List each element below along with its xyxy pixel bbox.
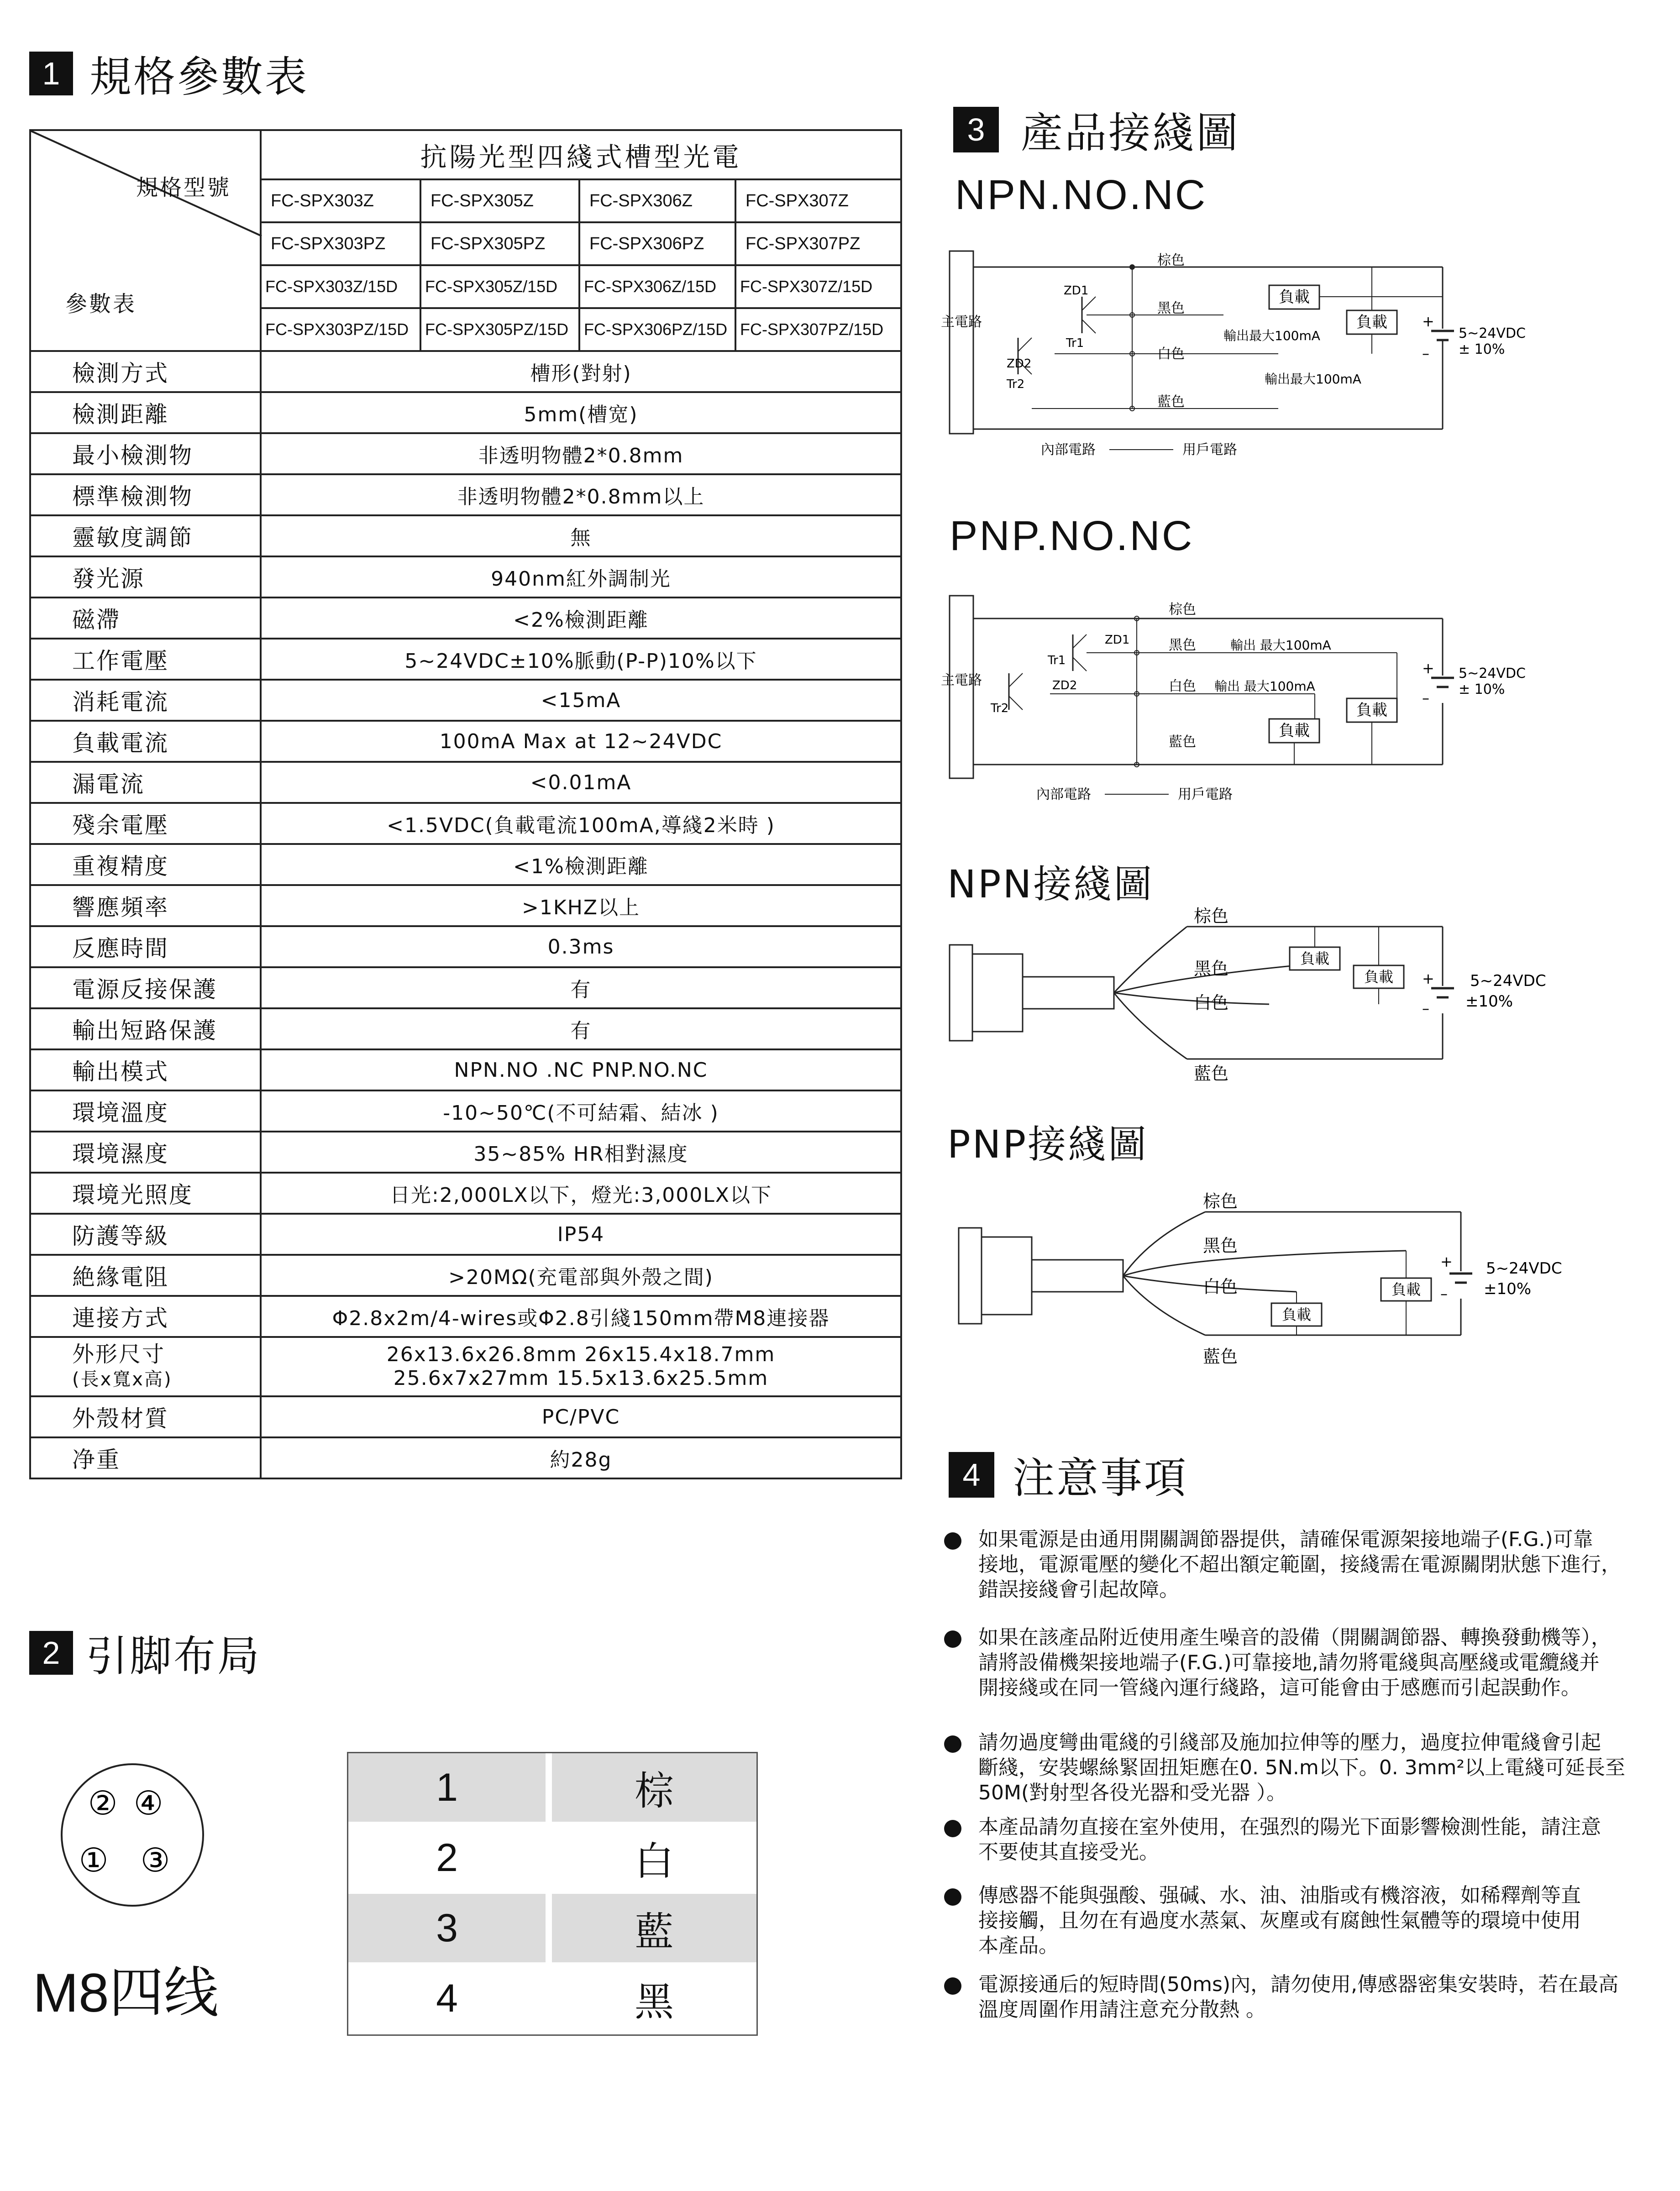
connector-name: M8四线 [33,1962,219,2023]
param-value: 有 [261,1008,901,1049]
model-cell: FC-SPX307Z/15D [735,265,901,308]
note-line: 接接觸，且勿在有過度水蒸氣、灰塵或有腐蝕性氣體等的環境中使用 [978,1909,1581,1932]
param-name: 響應頻率 [30,885,261,926]
load-label: 負載 [1281,1306,1312,1323]
param-name: 輸出短路保護 [30,1008,261,1049]
supply-tolerance: ±10% [1484,1280,1532,1298]
spec-row [30,680,901,721]
param-value: 940nm紅外調制光 [261,556,901,598]
pin-table [347,1752,758,2036]
output-max: 輸出最大100mA [1265,372,1361,387]
wire-brown: 棕色 [1194,906,1229,926]
corner-diagonal [31,131,262,356]
param-name: 環境濕度 [30,1132,261,1173]
zd1-label: ZD1 [1064,284,1089,298]
wire-blue: 藍色 [1157,394,1185,410]
spec-row [30,1255,901,1296]
model-cell: FC-SPX307PZ [735,222,901,265]
pnp-nonc-title: PNP.NO.NC [950,513,1194,559]
note-line: 電源接通后的短時間(50ms)內，請勿使用,傳感器密集安裝時，若在最高 [978,1973,1619,1996]
note-item [944,1527,1621,1602]
pin-color: 白 [552,1824,756,1894]
note-line: 請將設備機架接地端子(F.G.)可靠接地,請勿將電綫與高壓綫或電纜綫并 [978,1651,1600,1674]
output-max: 輸出 最大100mA [1214,679,1315,694]
param-name: 檢測距離 [30,392,261,433]
spec-row [30,967,901,1008]
param-value: 槽形(對射) [261,351,901,392]
plus-sign: + [1422,660,1434,677]
spec-row [30,926,901,967]
note-line: 請勿過度彎曲電綫的引綫部及施加拉伸等的壓力，過度拉伸電綫會引起 [978,1731,1601,1754]
note-item [944,1814,1601,1865]
bullet-icon [944,1820,961,1837]
load-label: 負載 [1364,968,1394,985]
spec-row [30,474,901,515]
note-line: 開接綫或在同一管綫內運行綫路，這可能會由于感應而引起誤動作。 [978,1676,1581,1699]
sensor-body [972,954,1023,1032]
param-value: 日光:2,000LX以下，燈光:3,000LX以下 [261,1173,901,1214]
user-circuit: 用戶電路 [1182,442,1237,458]
user-circuit: 用戶電路 [1178,786,1233,802]
section4-heading: 注意事項 [1013,1454,1188,1503]
model-cell: FC-SPX303Z/15D [261,265,420,308]
connector-outline [62,1764,203,1906]
model-cell: FC-SPX307Z [735,179,901,222]
spec-row [30,844,901,885]
zd2-label: ZD2 [1007,357,1032,371]
param-value: -10~50℃(不可結霜、結冰 ) [261,1090,901,1132]
bullet-icon [944,1630,961,1648]
param-name: 漏電流 [30,762,261,803]
note-line: 如果在該產品附近使用產生噪音的設備（開關調節器、轉換發動機等）， [978,1626,1611,1649]
wire-black: 黑色 [1203,1236,1238,1256]
param-name: 外殼材質 [30,1396,261,1437]
param-value: 非透明物體2*0.8mm [261,433,901,474]
main-circuit-text: 主電路 [941,314,982,330]
load-label: 負載 [1356,701,1387,719]
main-circuit-label [941,672,982,688]
param-name-dimensions [30,1337,261,1396]
spec-row [30,1173,901,1214]
model-cell: FC-SPX306PZ [579,222,735,265]
pin-number: 2 [348,1824,552,1894]
wire-brown: 棕色 [1203,1191,1238,1211]
section1-title [29,43,309,104]
spec-row [30,721,901,762]
param-name: 反應時間 [30,926,261,967]
pin-label: ③ [140,1841,170,1879]
note-line: 50M(對射型各役光器和受光器 ）。 [978,1781,1287,1804]
cable-gland [1023,977,1114,1009]
load-label: 負載 [1279,722,1310,740]
param-value: <1.5VDC(負載電流100mA,導綫2米時 ) [261,803,901,844]
plus-sign: + [1422,313,1434,330]
model-cell: FC-SPX305PZ/15D [420,308,579,351]
pnp-nonc-schematic [941,593,1680,803]
param-name: 重複精度 [30,844,261,885]
param-value: NPN.NO .NC PNP.NO.NC [261,1049,901,1090]
param-name: 環境光照度 [30,1173,261,1214]
wire-brown: 棕色 [1169,602,1196,618]
param-name: 最小檢測物 [30,433,261,474]
note-item [944,1625,1611,1700]
note-line: 傳感器不能與强酸、强碱、水、油、油脂或有機溶液，如稀釋劑等直 [978,1884,1581,1907]
output-max: 輸出 最大100mA [1230,638,1331,653]
wire-white: 白色 [1169,678,1196,694]
pin-number: 4 [348,1964,552,2034]
internal-circuit: 內部電路 [1036,786,1091,802]
spec-row [30,556,901,598]
load-label: 負載 [1391,1281,1421,1298]
param-name: 電源反接保護 [30,967,261,1008]
spec-row [30,392,901,433]
param-value: <1%檢測距離 [261,844,901,885]
param-name: 輸出模式 [30,1049,261,1090]
npn-nonc-title: NPN.NO.NC [955,172,1208,218]
spec-row [30,1049,901,1090]
pin-color: 黑 [552,1964,756,2034]
model-cell: FC-SPX306Z [579,179,735,222]
param-value: PC/PVC [261,1396,901,1437]
pnp-wiring-diagram [950,1187,1634,1388]
model-cell: FC-SPX303PZ/15D [261,308,420,351]
param-name: 發光源 [30,556,261,598]
supply-tolerance: ± 10% [1459,681,1505,697]
param-value: <0.01mA [261,762,901,803]
pin-number: 3 [348,1894,552,1964]
wire-blue: 藍色 [1194,1064,1229,1084]
plus-sign: + [1440,1253,1453,1270]
spec-row [30,1132,901,1173]
param-value: <2%檢測距離 [261,598,901,639]
param-value-dimensions [261,1337,901,1396]
note-item [944,1883,1581,1958]
spec-row [30,1296,901,1337]
section3-title [953,100,1240,160]
bullet-icon [944,1888,961,1906]
note-line: 本產品請勿直接在室外使用，在强烈的陽光下面影響檢測性能，請注意 [978,1815,1601,1839]
section2-heading: 引脚布局 [86,1632,262,1681]
pin-label: ① [79,1841,109,1879]
plus-sign: + [1422,970,1434,987]
note-line: 如果電源是由通用開關調節器提供，請確保電源架接地端子(F.G.)可靠 [978,1528,1593,1551]
supply-voltage: 5~24VDC [1459,325,1526,341]
note-line: 本產品。 [978,1934,1059,1957]
section2-title [29,1623,261,1683]
tr2-label: Tr2 [1007,377,1025,391]
supply-voltage: 5~24VDC [1470,972,1546,990]
bullet-icon [944,1735,961,1753]
zd2-label: ZD2 [1052,679,1077,692]
minus-sign: – [1422,689,1429,707]
wire-white: 白色 [1157,346,1185,362]
model-cell: FC-SPX307PZ/15D [735,308,901,351]
param-value: 有 [261,967,901,1008]
note-line: 接地，電源電壓的變化不超出額定範圍，接綫需在電源關閉狀態下進行， [978,1553,1621,1576]
param-value: 0.3ms [261,926,901,967]
note-line: 斷綫，安裝螺絲緊固扭矩應在0. 5N.m以下。0. 3mm²以上電綫可延長至 [978,1756,1626,1779]
tr1-label: Tr1 [1066,336,1084,350]
spec-row [30,598,901,639]
main-circuit-text: 主電路 [941,672,982,688]
wire-black: 黑色 [1169,637,1196,653]
supply-voltage: 5~24VDC [1459,666,1526,681]
section1-heading: 規格參數表 [89,52,309,101]
npn-wiring-diagram [950,908,1634,1100]
dim-line2: 25.6x7x27mm 15.5x13.6x25.5mm [393,1367,769,1390]
param-name: 殘余電壓 [30,803,261,844]
pnp-wiring-title: PNP接綫圖 [947,1122,1149,1167]
label-model: 規格型號 [136,175,231,200]
param-name: 防護等級 [30,1214,261,1255]
npn-nonc-schematic [941,246,1680,475]
wire-blue: 藍色 [1169,734,1196,750]
spec-row [30,351,901,392]
section4-title [949,1445,1188,1505]
spec-header-title: 抗陽光型四綫式槽型光電 [261,130,901,179]
bullet-icon [944,1532,961,1550]
param-value: 35~85% HR相對濕度 [261,1132,901,1173]
param-name: 磁滯 [30,598,261,639]
wire-black: 黑色 [1194,959,1229,979]
m8-connector-face [41,1753,269,1935]
note-item [944,1972,1618,2022]
spec-row [30,762,901,803]
spec-corner-cell [30,130,261,351]
section3-heading: 產品接綫圖 [1021,109,1240,157]
note-line: 錯誤接綫會引起故障。 [978,1578,1179,1601]
spec-row [30,433,901,474]
param-value: Φ2.8x2m/4-wires或Φ2.8引綫150mm帶M8連接器 [261,1296,901,1337]
note-item [944,1730,1625,1805]
zd1-label: ZD1 [1105,633,1130,647]
param-value: IP54 [261,1214,901,1255]
spec-row [30,639,901,680]
note-line: 不要使其直接受光。 [978,1840,1159,1864]
section4-number: 4 [949,1452,994,1498]
model-cell: FC-SPX305PZ [420,222,579,265]
param-name: 净重 [30,1437,261,1478]
param-name: 檢測方式 [30,351,261,392]
sensor-body [959,1228,982,1324]
wire-brown: 棕色 [1157,252,1185,268]
pin-color: 棕 [552,1753,756,1824]
spec-row [30,1090,901,1132]
param-value: 無 [261,515,901,556]
supply-voltage: 5~24VDC [1486,1259,1562,1278]
load-label: 負載 [1356,313,1387,331]
npn-wiring-title: NPN接綫圖 [947,862,1154,907]
load-label: 負載 [1300,950,1330,967]
pin-label: ④ [133,1784,163,1822]
param-value: >1KHZ以上 [261,885,901,926]
spec-row [30,885,901,926]
cable-gland [1032,1260,1123,1292]
output-max: 輸出最大100mA [1223,328,1320,343]
param-name: 靈敏度調節 [30,515,261,556]
pin-color: 藍 [552,1894,756,1964]
section2-number: 2 [29,1631,73,1675]
model-cell: FC-SPX303PZ [261,222,420,265]
tr1-label: Tr1 [1048,654,1066,667]
param-name: 工作電壓 [30,639,261,680]
sensor-body [950,945,972,1041]
param-value: <15mA [261,680,901,721]
param-name: 消耗電流 [30,680,261,721]
param-value: 約28g [261,1437,901,1478]
param-value: >20MΩ(充電部與外殼之間) [261,1255,901,1296]
model-cell: FC-SPX306Z/15D [579,265,735,308]
supply-tolerance: ±10% [1465,992,1513,1011]
sensor-body [982,1237,1032,1315]
supply-tolerance: ± 10% [1459,341,1505,357]
model-cell: FC-SPX305Z/15D [420,265,579,308]
tr2-label: Tr2 [991,702,1009,715]
spec-row [30,515,901,556]
dim-line1: 26x13.6x26.8mm 26x15.4x18.7mm [386,1343,776,1366]
model-cell: FC-SPX303Z [261,179,420,222]
label-param: 參數表 [65,291,137,317]
wire-white: 白色 [1194,993,1229,1013]
param-value: 100mA Max at 12~24VDC [261,721,901,762]
spec-row [30,803,901,844]
section1-number: 1 [29,52,73,95]
param-name: 連接方式 [30,1296,261,1337]
spec-row [30,1008,901,1049]
dim-sub: (長x寬x高) [72,1368,173,1390]
load-label: 負載 [1279,288,1310,306]
wire-black: 黑色 [1157,300,1185,316]
minus-sign: – [1422,1000,1429,1017]
param-name: 負載電流 [30,721,261,762]
param-value: 非透明物體2*0.8mm以上 [261,474,901,515]
main-circuit-label [941,314,982,330]
main-circuit-box [950,251,973,434]
note-line: 溫度周圍作用請注意充分散熱 。 [978,1998,1266,2021]
internal-circuit: 內部電路 [1041,442,1096,458]
pin-number: 1 [348,1753,552,1824]
minus-sign: – [1440,1285,1448,1302]
spec-row [30,1214,901,1255]
spec-table [29,129,902,1479]
param-name: 絶緣電阻 [30,1255,261,1296]
model-cell: FC-SPX305Z [420,179,579,222]
dim-name: 外形尺寸 [72,1341,166,1367]
param-value: 5mm(槽宽) [261,392,901,433]
pin-label: ② [88,1784,118,1822]
param-name: 標準檢測物 [30,474,261,515]
param-value: 5~24VDC±10%脈動(P-P)10%以下 [261,639,901,680]
minus-sign: – [1422,345,1429,362]
model-cell: FC-SPX306PZ/15D [579,308,735,351]
wire-blue: 藍色 [1203,1347,1238,1367]
bullet-icon [944,1977,961,1995]
wire-white: 白色 [1203,1277,1238,1297]
param-name: 環境溫度 [30,1090,261,1132]
section3-number: 3 [953,107,999,152]
